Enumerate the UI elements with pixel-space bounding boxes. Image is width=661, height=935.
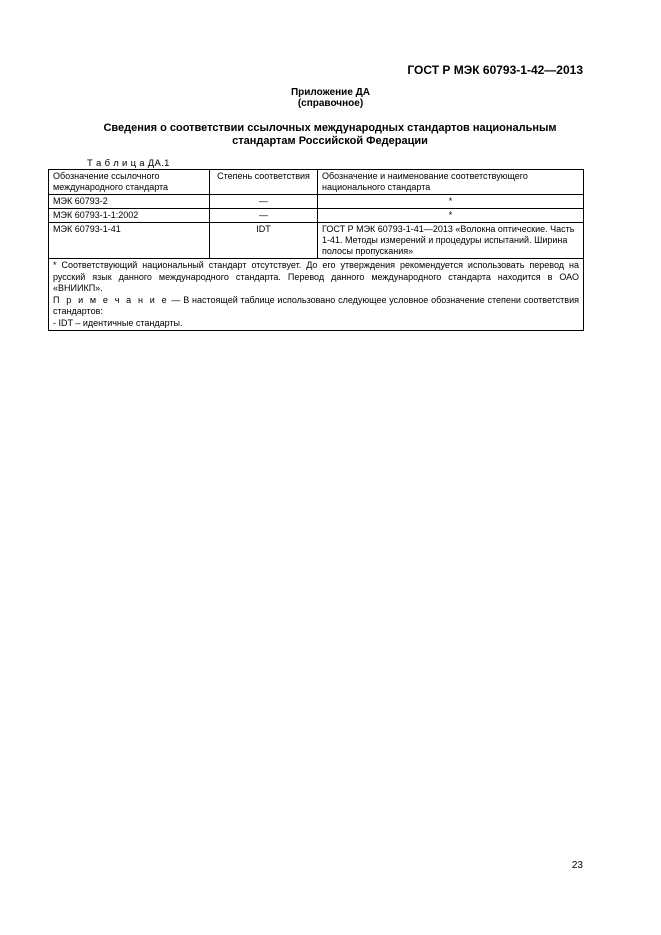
section-title: Сведения о соответствии ссылочных международных стандартов национальным стандартам Российской Федерации: [103, 122, 557, 147]
national-standard-cell: *: [318, 195, 584, 209]
table-caption: Т а б л и ц а ДА.1: [87, 158, 170, 169]
table-row: [49, 209, 584, 223]
standard-code: ГОСТ Р МЭК 60793-1-42—2013: [407, 63, 583, 77]
degree-cell: IDT: [210, 223, 318, 259]
degree-cell: —: [210, 209, 318, 223]
national-standard-cell: *: [318, 209, 584, 223]
page-number: 23: [571, 860, 583, 871]
note-text: — В настоящей таблице использовано следующее условное обозначение степени соответствия стандартов:: [53, 294, 579, 316]
table-notes-row: [49, 259, 584, 331]
note-label: П р и м е ч а н и е: [53, 294, 169, 305]
table-row: [49, 195, 584, 209]
table-note: [53, 295, 579, 318]
header-national-standard: Обозначение и наименование соответствующего национального стандарта: [318, 170, 584, 195]
intl-standard-cell: МЭК 60793-1-1:2002: [49, 209, 210, 223]
table-header-row: [49, 170, 584, 195]
header-degree: Степень соответствия: [210, 170, 318, 195]
appendix-subtitle: (справочное): [297, 98, 364, 109]
degree-cell: —: [210, 195, 318, 209]
table-footnote: * Соответствующий национальный стандарт отсутствует. До его утверждения рекомендуется использовать перевод на русский язык данного международного стандарта. Перевод данного международного стандарта находится в ОАО «ВНИИКП».: [53, 260, 579, 293]
national-standard-cell: ГОСТ Р МЭК 60793-1-41—2013 «Волокна оптические. Часть 1-41. Методы измерений и процедуры испытаний. Ширина полосы пропускания»: [318, 223, 584, 259]
intl-standard-cell: МЭК 60793-1-41: [49, 223, 210, 259]
header-intl-standard: Обозначение ссылочного международного стандарта: [49, 170, 210, 195]
reference-table: [48, 169, 584, 331]
note-item: - IDT – идентичные стандарты.: [53, 317, 183, 328]
table-row: [49, 223, 584, 259]
appendix-title: Приложение ДА: [290, 87, 371, 98]
intl-standard-cell: МЭК 60793-2: [49, 195, 210, 209]
